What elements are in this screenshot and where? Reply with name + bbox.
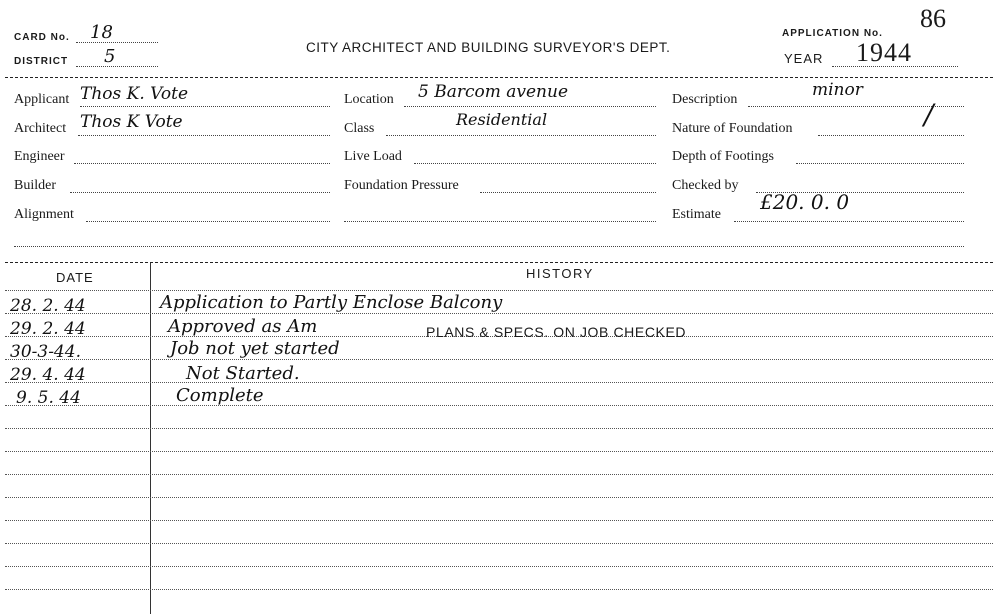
depth-of-footings-label: Depth of Footings <box>672 149 774 164</box>
history-row-5-text: Complete <box>176 385 264 406</box>
nature-of-foundation-label: Nature of Foundation <box>672 121 793 136</box>
history-row-3-text: Job not yet started <box>170 338 340 359</box>
dept-title: CITY ARCHITECT AND BUILDING SURVEYOR'S DEPT. <box>306 40 671 55</box>
card-no-value: 18 <box>90 22 113 43</box>
application-number: 86 <box>920 4 946 33</box>
history-row-3-date: 30-3-44. <box>10 342 81 362</box>
location-value: 5 Barcom avenue <box>418 82 569 102</box>
estimate-value: £20. 0. 0 <box>760 190 850 214</box>
live-load-label: Live Load <box>344 149 402 164</box>
location-label: Location <box>344 92 394 107</box>
applicant-value: Thos K. Vote <box>80 84 189 104</box>
architect-value: Thos K Vote <box>80 112 183 132</box>
estimate-label: Estimate <box>672 207 721 222</box>
district-value: 5 <box>104 46 116 67</box>
card-no-label: CARD No. <box>14 32 70 43</box>
history-column-header: HISTORY <box>526 266 594 281</box>
column-separator <box>150 263 151 614</box>
district-label: DISTRICT <box>14 56 69 67</box>
description-label: Description <box>672 92 738 107</box>
date-column-header: DATE <box>56 270 94 285</box>
application-label: APPLICATION No. <box>782 28 883 39</box>
year-label: YEAR <box>784 51 824 66</box>
description-value: minor <box>812 80 863 100</box>
history-row-2-stamp: PLANS & SPECS. ON JOB CHECKED <box>426 324 687 340</box>
applicant-label: Applicant <box>14 92 70 107</box>
foundation-pressure-label: Foundation Pressure <box>344 178 459 193</box>
history-row-2-text: Approved as Am <box>168 316 318 337</box>
checked-by-label: Checked by <box>672 178 739 193</box>
history-row-1-date: 28. 2. 44 <box>10 296 86 316</box>
header-divider <box>5 77 993 78</box>
history-row-5-date: 9. 5. 44 <box>16 388 81 408</box>
nature-of-foundation-value: / <box>924 98 934 131</box>
history-divider <box>5 262 993 263</box>
builder-label: Builder <box>14 178 56 193</box>
history-row-4-text: Not Started. <box>186 363 300 384</box>
history-row-4-date: 29. 4. 44 <box>10 365 86 385</box>
alignment-label: Alignment <box>14 207 74 222</box>
history-row-1-text: Application to Partly Enclose Balcony <box>160 292 503 313</box>
class-value: Residential <box>456 110 548 129</box>
architect-label: Architect <box>14 121 67 136</box>
history-row-2-date: 29. 2. 44 <box>10 319 86 339</box>
engineer-label: Engineer <box>14 149 65 164</box>
class-label: Class <box>344 121 375 136</box>
year-value: 1944 <box>856 38 912 67</box>
